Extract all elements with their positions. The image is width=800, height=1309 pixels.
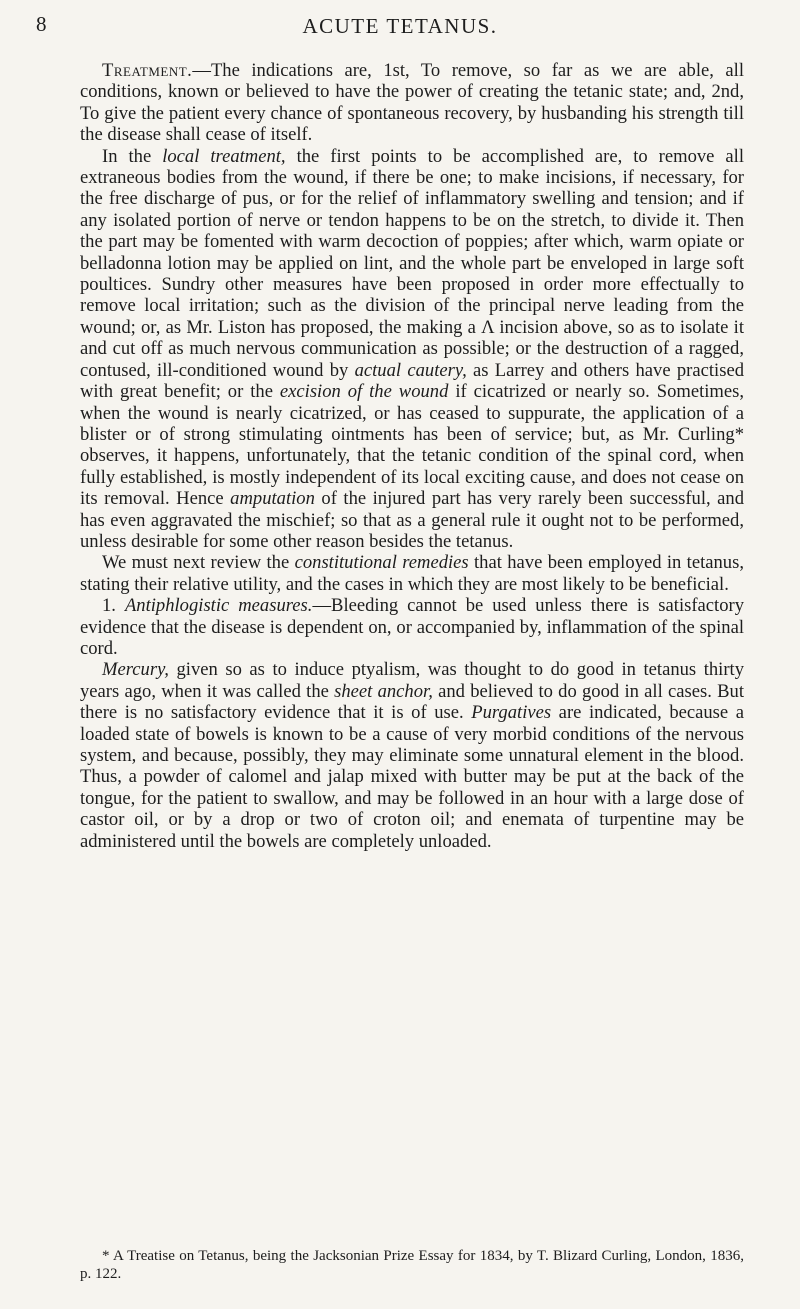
body-text <box>80 60 744 852</box>
running-title: ACUTE TETANUS. <box>302 14 498 38</box>
paragraph-treatment: Treatment.—The indications are, 1st, To remove, so far as we are able, all conditions, known or believed to have the power of creating the tetanic state; and, 2nd, To give the patient every chance of spontaneous recovery, by husbanding his strength till the disease shall cease of itself. <box>80 60 744 146</box>
page-number: 8 <box>36 12 47 36</box>
paragraph-local-treatment: In the local treatment, the first points to be accomplished are, to remove all extraneous bodies from the wound, if there be one; to make incisions, if necessary, for the free discharge of pus, or for the relief of inflammatory swelling and tension; and if any isolated portion of nerve or tendon happens to be on the stretch, to divide it. Then the part may be fomented with warm decoction of poppies; after which, warm opiate or belladonna lotion may be applied on lint, and the whole part be enveloped in large soft poultices. Sundry other measures have been proposed in order more effectually to remove local irritation; such as the division of the principal nerve leading from the wound; or, as Mr. Liston has proposed, the making a Λ incision above, so as to isolate it and cut off as much nervous communication as possible; or the destruction of a ragged, contused, ill-conditioned wound by actual cautery, as Larrey and others have practised with great benefit; or the excision of the wound if cicatrized or nearly so. Sometimes, when the wound is nearly cicatrized, or has ceased to suppurate, the application of a blister or of strong stimulating ointments has been of service; but, as Mr. Curling* observes, it happens, unfortunately, that the tetanic condition of the spinal cord, when fully established, is mostly independent of its local exciting cause, and does not cease on its removal. Hence amputation of the injured part has very rarely been successful, and has even aggravated the mischief; so that as a general rule it ought not to be performed, unless desirable for some other reason besides the tetanus. <box>80 145 745 552</box>
footnote <box>80 1247 744 1283</box>
paragraph-mercury: Mercury, given so as to induce ptyalism, was thought to do good in tetanus thirty years ago, when it was called the sheet anchor, and believed to do good in all cases. But there is no satisfactory evidence that it is of use. Purgatives are indicated, because a loaded state of bowels is known to be a cause of very morbid conditions of the nervous system, and because, possibly, they may eliminate some unnatural element in the blood. Thus, a powder of calomel and jalap mixed with butter may be put at the back of the tongue, for the patient to swallow, and may be followed in an hour with a large dose of castor oil, or by a drop or two of croton oil; and enemata of turpentine may be administered until the bowels are completely unloaded. <box>80 659 745 852</box>
paragraph-constitutional: We must next review the constitutional remedies that have been employed in tetanus, stating their relative utility, and the cases in which they are most likely to be beneficial. <box>80 552 744 595</box>
paragraph-antiphlogistic: 1. Antiphlogistic measures.—Bleeding cannot be used unless there is satisfactory evidence that the disease is dependent on, or accompanied by, inflammation of the spinal cord. <box>80 595 745 659</box>
footnote-text: * A Treatise on Tetanus, being the Jacksonian Prize Essay for 1834, by T. Blizard Curling, London, 1836, p. 122. <box>80 1248 744 1282</box>
section-heading: Treatment. <box>102 60 193 81</box>
